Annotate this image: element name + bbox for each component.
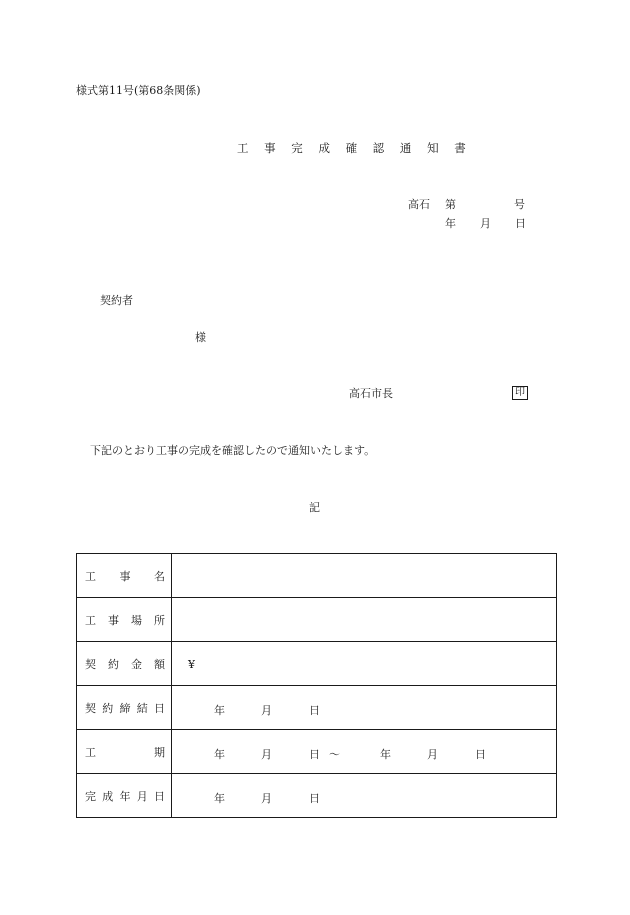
label-char: 日 bbox=[154, 789, 165, 803]
row-label-work-name bbox=[77, 568, 171, 584]
label-char: 金 bbox=[131, 657, 142, 671]
year-label: 年 bbox=[214, 792, 225, 805]
row-label-contract-amount bbox=[77, 656, 171, 672]
row-label-completion-date bbox=[77, 788, 171, 804]
table-row bbox=[77, 642, 557, 686]
month-label: 月 bbox=[261, 748, 272, 761]
completion-date-field[interactable] bbox=[172, 774, 556, 817]
label-char: 工 bbox=[85, 745, 96, 759]
work-period-field[interactable] bbox=[172, 730, 556, 773]
label-char: 約 bbox=[102, 701, 114, 715]
value-cell[interactable] bbox=[172, 730, 557, 774]
label-cell bbox=[77, 730, 172, 774]
body-text: 下記のとおり工事の完成を確認したので通知いたします。 bbox=[90, 444, 376, 457]
issuer-name: 高石市長 bbox=[349, 387, 393, 400]
value-cell[interactable] bbox=[172, 598, 557, 642]
date-day: 日 bbox=[515, 217, 526, 230]
doc-number-prefix: 高石 bbox=[408, 198, 430, 211]
recipient-honorific: 様 bbox=[195, 331, 206, 344]
label-cell bbox=[77, 554, 172, 598]
label-char: 工 bbox=[85, 613, 96, 627]
contract-date-field[interactable] bbox=[172, 686, 556, 729]
day-label: 日 bbox=[309, 704, 320, 717]
contract-amount-field[interactable] bbox=[172, 642, 556, 685]
doc-number-dai: 第 bbox=[445, 198, 456, 211]
label-char: 年 bbox=[119, 789, 131, 803]
table-row bbox=[77, 554, 557, 598]
month-label: 月 bbox=[427, 748, 438, 761]
details-table bbox=[76, 553, 557, 818]
label-char: 完 bbox=[85, 789, 96, 803]
label-char: 契 bbox=[85, 657, 96, 671]
value-cell[interactable] bbox=[172, 774, 557, 818]
work-location-field[interactable] bbox=[172, 598, 556, 641]
value-cell[interactable] bbox=[172, 554, 557, 598]
ki-heading: 記 bbox=[309, 501, 320, 514]
recipient-label: 契約者 bbox=[100, 294, 133, 307]
row-label-work-location bbox=[77, 612, 171, 628]
row-label-contract-date bbox=[77, 700, 171, 716]
work-name-field[interactable] bbox=[172, 554, 556, 597]
day-label: 日 bbox=[475, 748, 486, 761]
form-number: 様式第11号(第68条関係) bbox=[76, 84, 201, 97]
date-year: 年 bbox=[445, 217, 456, 230]
day-label: 日 bbox=[309, 792, 320, 805]
yen-sign: ¥ bbox=[188, 658, 195, 671]
seal-mark: 印 bbox=[512, 386, 528, 400]
label-char: 事 bbox=[108, 613, 119, 627]
label-char: 期 bbox=[154, 745, 165, 759]
year-label: 年 bbox=[214, 704, 225, 717]
year-label: 年 bbox=[214, 748, 225, 761]
table-row bbox=[77, 730, 557, 774]
table-row bbox=[77, 598, 557, 642]
label-char: 工 bbox=[85, 569, 96, 583]
doc-number-go: 号 bbox=[514, 198, 525, 211]
label-cell bbox=[77, 774, 172, 818]
label-char: 額 bbox=[154, 657, 165, 671]
label-char: 約 bbox=[108, 657, 119, 671]
label-cell bbox=[77, 686, 172, 730]
table-row bbox=[77, 774, 557, 818]
value-cell[interactable] bbox=[172, 642, 557, 686]
year-label: 年 bbox=[380, 748, 391, 761]
label-char: 成 bbox=[102, 789, 114, 803]
label-char: 事 bbox=[119, 569, 131, 583]
date-month: 月 bbox=[480, 217, 491, 230]
label-char: 月 bbox=[136, 789, 148, 803]
label-char: 締 bbox=[119, 701, 131, 715]
label-cell bbox=[77, 642, 172, 686]
label-char: 結 bbox=[136, 701, 148, 715]
value-cell[interactable] bbox=[172, 686, 557, 730]
month-label: 月 bbox=[261, 792, 272, 805]
label-char: 契 bbox=[85, 701, 96, 715]
day-label: 日 bbox=[309, 748, 320, 761]
label-char: 場 bbox=[131, 613, 142, 627]
label-cell bbox=[77, 598, 172, 642]
table-row bbox=[77, 686, 557, 730]
month-label: 月 bbox=[261, 704, 272, 717]
range-tilde: ～ bbox=[329, 748, 340, 761]
label-char: 名 bbox=[154, 569, 165, 583]
label-char: 日 bbox=[154, 701, 165, 715]
label-char: 所 bbox=[154, 613, 165, 627]
row-label-work-period bbox=[77, 744, 171, 760]
document-title: 工 事 完 成 確 認 通 知 書 bbox=[237, 141, 472, 155]
